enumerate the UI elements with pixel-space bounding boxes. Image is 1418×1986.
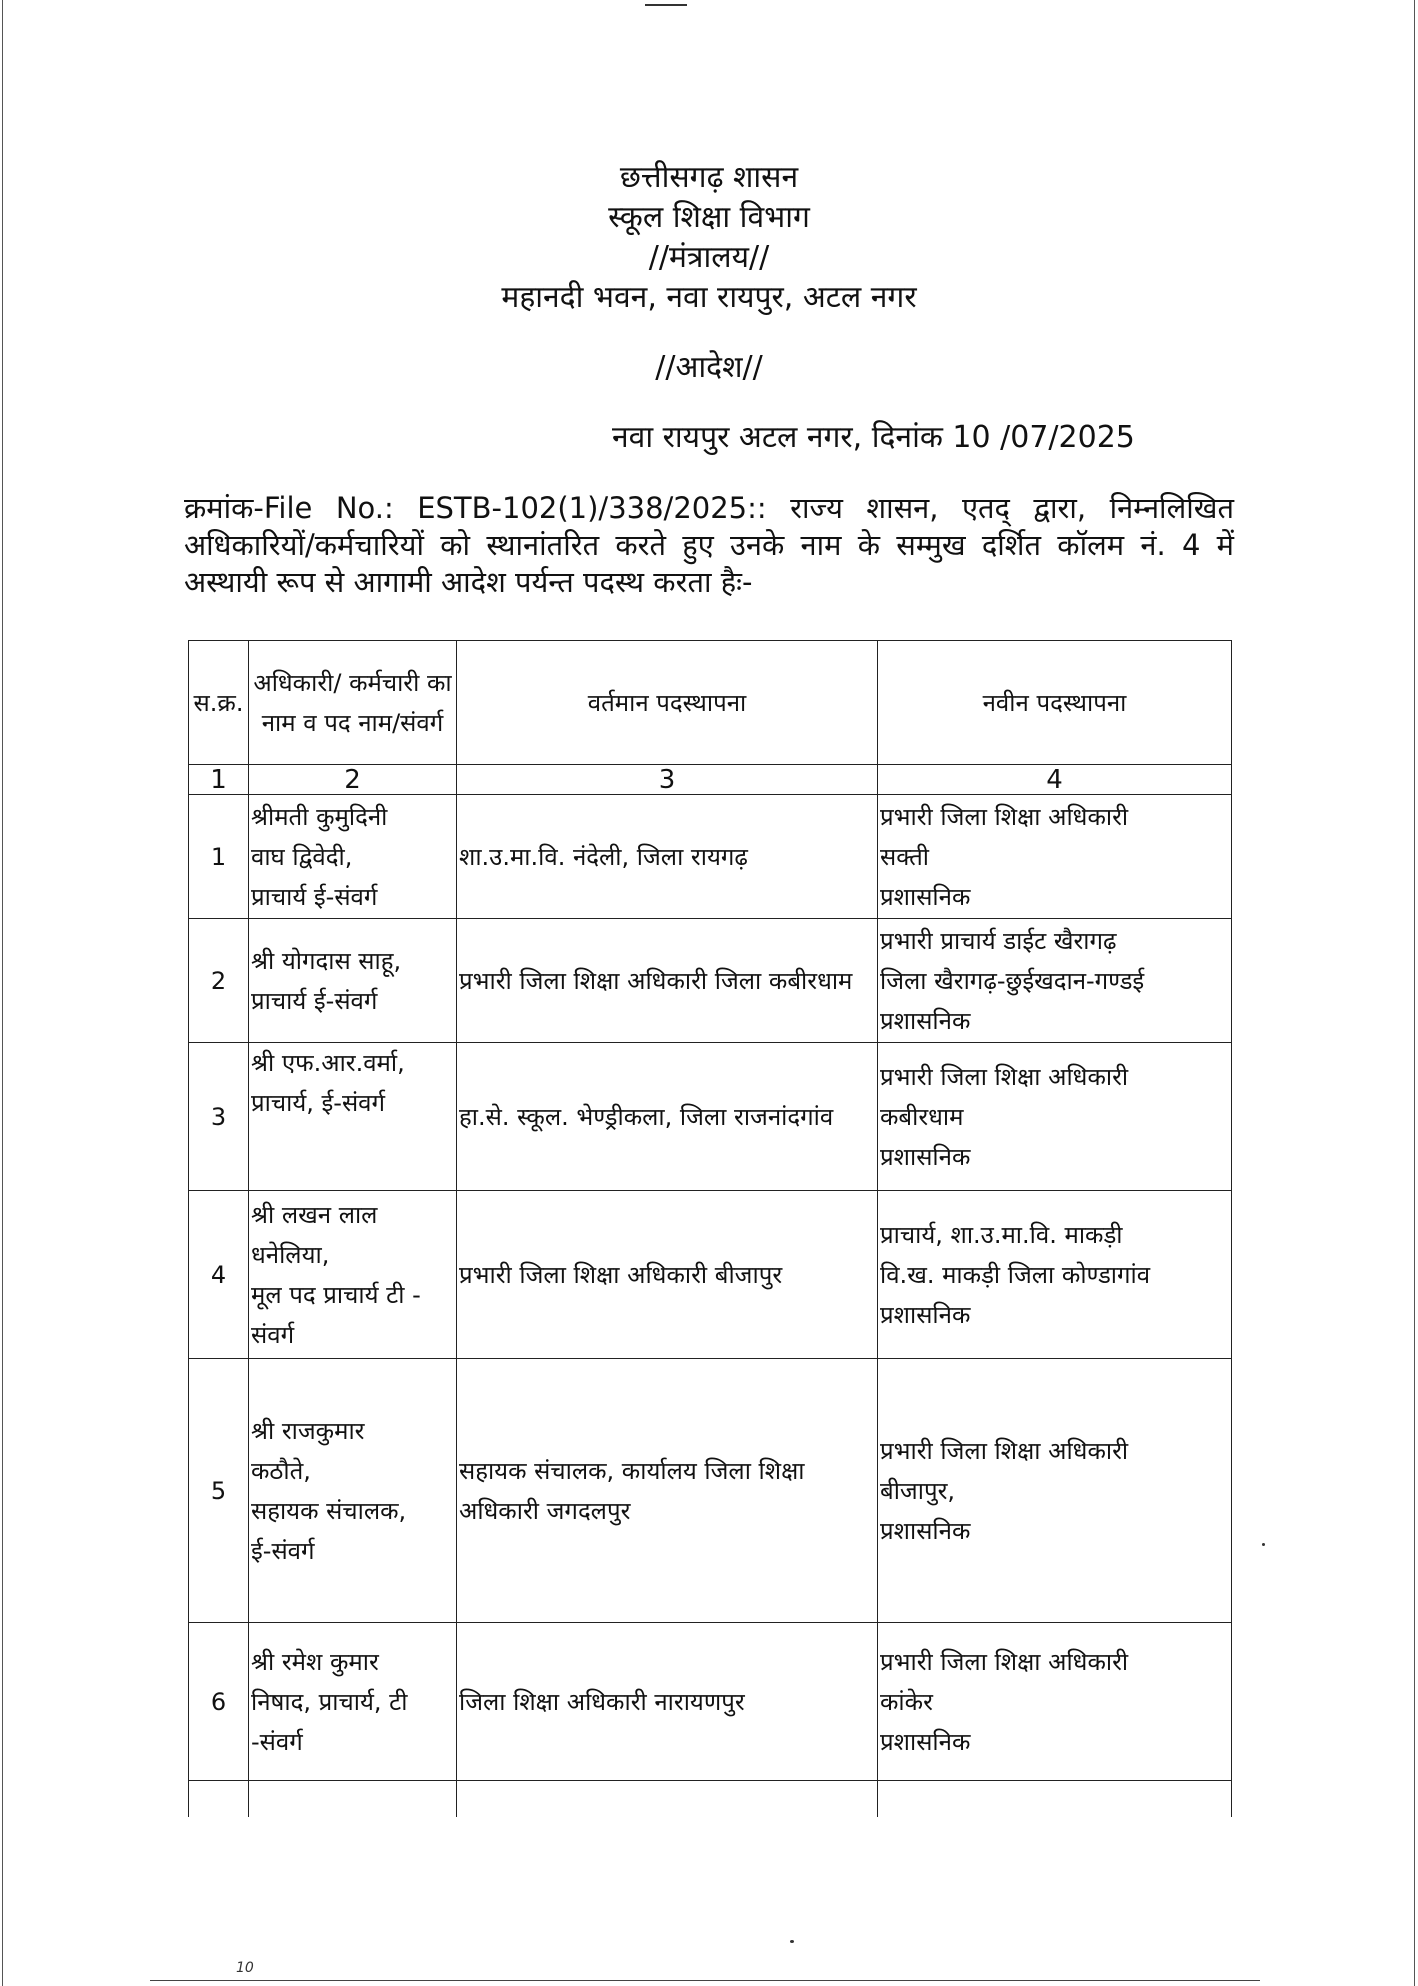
new-posting-line: प्रशासनिक bbox=[880, 882, 971, 911]
new-posting-line: प्रभारी जिला शिक्षा अधिकारी bbox=[880, 1647, 1129, 1676]
header-new-posting: नवीन पदस्थापना bbox=[878, 641, 1232, 765]
header-name-designation: अधिकारी/ कर्मचारी का नाम व पद नाम/संवर्ग bbox=[249, 641, 457, 765]
name-line: श्री एफ.आर.वर्मा, bbox=[251, 1049, 405, 1077]
scan-speck bbox=[790, 1940, 794, 1943]
name-line: -संवर्ग bbox=[251, 1727, 303, 1756]
row-new-posting bbox=[878, 1191, 1232, 1359]
row-serial: 6 bbox=[189, 1623, 249, 1781]
name-line: श्री राजकुमार bbox=[251, 1416, 365, 1445]
row-name bbox=[249, 919, 457, 1043]
new-posting-line: वि.ख. माकड़ी जिला कोण्डागांव bbox=[880, 1260, 1151, 1289]
order-dateline: नवा रायपुर अटल नगर, दिनांक 10 /07/2025 bbox=[612, 420, 1135, 455]
name-line: ई-संवर्ग bbox=[251, 1536, 315, 1565]
name-line: निषाद, प्राचार्य, टी bbox=[251, 1687, 408, 1716]
row-name bbox=[249, 795, 457, 919]
table-header-row bbox=[189, 641, 1232, 765]
row-name bbox=[249, 1043, 457, 1191]
row-name bbox=[249, 1359, 457, 1623]
table-row bbox=[189, 1043, 1232, 1191]
table-row bbox=[189, 1191, 1232, 1359]
new-posting-line: प्रशासनिक bbox=[880, 1006, 971, 1035]
table-row bbox=[189, 1623, 1232, 1781]
new-posting-line: बीजापुर, bbox=[880, 1476, 956, 1505]
row-name bbox=[249, 1623, 457, 1781]
new-posting-line: प्रशासनिक bbox=[880, 1300, 971, 1329]
table-row bbox=[189, 1359, 1232, 1623]
new-posting-line: प्राचार्य, शा.उ.मा.वि. माकड़ी bbox=[880, 1220, 1123, 1249]
row-serial: 5 bbox=[189, 1359, 249, 1623]
column-number: 1 bbox=[189, 765, 249, 795]
new-posting-line: प्रशासनिक bbox=[880, 1516, 971, 1545]
row-serial: 3 bbox=[189, 1043, 249, 1191]
new-posting-line: जिला खैरागढ़-छुईखदान-गण्डई bbox=[880, 966, 1145, 995]
name-line: मूल पद प्राचार्य टी - bbox=[251, 1280, 421, 1309]
new-posting-line: प्रभारी प्राचार्य डाईट खैरागढ़ bbox=[880, 926, 1117, 955]
scan-bottom-edge bbox=[150, 1980, 1260, 1981]
row-current-posting: सहायक संचालक, कार्यालय जिला शिक्षा अधिकारी जगदलपुर bbox=[457, 1359, 878, 1623]
new-posting-line: प्रभारी जिला शिक्षा अधिकारी bbox=[880, 1436, 1129, 1465]
row-new-posting bbox=[878, 1359, 1232, 1623]
name-line: श्री योगदास साहू, bbox=[251, 946, 402, 975]
name-line: प्राचार्य ई-संवर्ग bbox=[251, 882, 378, 911]
continued-cell bbox=[189, 1781, 249, 1817]
row-current-posting: शा.उ.मा.वि. नंदेली, जिला रायगढ़ bbox=[457, 795, 878, 919]
transfer-table bbox=[188, 640, 1232, 1817]
name-line: श्रीमती कुमुदिनी bbox=[251, 802, 388, 831]
header-current-posting: वर्तमान पदस्थापना bbox=[457, 641, 878, 765]
new-posting-line: कबीरधाम bbox=[880, 1102, 964, 1131]
name-line: धनेलिया, bbox=[251, 1240, 330, 1269]
new-posting-line: प्रशासनिक bbox=[880, 1727, 971, 1756]
continued-cell bbox=[878, 1781, 1232, 1817]
table-row bbox=[189, 919, 1232, 1043]
ministry-label: //मंत्रालय// bbox=[648, 240, 770, 275]
row-current-posting: हा.से. स्कूल. भेण्ड्रीकला, जिला राजनांदगांव bbox=[457, 1043, 878, 1191]
column-number: 4 bbox=[878, 765, 1232, 795]
name-line: वाघ द्विवेदी, bbox=[251, 842, 353, 871]
new-posting-line: कांकेर bbox=[880, 1687, 933, 1716]
continued-cell bbox=[457, 1781, 878, 1817]
row-new-posting bbox=[878, 1623, 1232, 1781]
row-name bbox=[249, 1191, 457, 1359]
new-posting-line: सक्ती bbox=[880, 842, 929, 871]
office-address: महानदी भवन, नवा रायपुर, अटल नगर bbox=[501, 280, 917, 315]
row-serial: 2 bbox=[189, 919, 249, 1043]
table-row-continued bbox=[189, 1781, 1232, 1817]
new-posting-line: प्रभारी जिला शिक्षा अधिकारी bbox=[880, 1062, 1129, 1091]
name-line: सहायक संचालक, bbox=[251, 1496, 407, 1525]
row-current-posting: प्रभारी जिला शिक्षा अधिकारी जिला कबीरधाम bbox=[457, 919, 878, 1043]
scan-top-mark bbox=[645, 4, 687, 6]
row-new-posting bbox=[878, 795, 1232, 919]
table-row bbox=[189, 795, 1232, 919]
row-new-posting bbox=[878, 1043, 1232, 1191]
header-serial: स.क्र. bbox=[189, 641, 249, 765]
name-line: श्री रमेश कुमार bbox=[251, 1647, 379, 1676]
row-new-posting bbox=[878, 919, 1232, 1043]
document-header bbox=[0, 158, 1418, 318]
order-intro-paragraph: क्रमांक-File No.: ESTB-102(1)/338/2025:: राज्य शासन, एतद् द्वारा, निम्नलिखित अधिकारियों/कर्मचारियों को स्थानांतरित करते हुए उनके नाम के सम्मुख दर्शित कॉलम नं. 4 में अस्थायी रूप से आगामी आदेश पर्यन्त पदस्थ करता हैः- bbox=[184, 491, 1234, 599]
name-line: प्राचार्य ई-संवर्ग bbox=[251, 986, 378, 1015]
column-number: 2 bbox=[249, 765, 457, 795]
name-line: श्री लखन लाल bbox=[251, 1200, 378, 1229]
name-line: कठौते, bbox=[251, 1456, 311, 1485]
department-name: स्कूल शिक्षा विभाग bbox=[608, 200, 810, 235]
government-name: छत्तीसगढ़ शासन bbox=[619, 160, 799, 195]
page-footer-mark: 10 bbox=[236, 1960, 254, 1976]
name-line: संवर्ग bbox=[251, 1320, 295, 1349]
new-posting-line: प्रभारी जिला शिक्षा अधिकारी bbox=[880, 802, 1129, 831]
name-line: प्राचार्य, ई-संवर्ग bbox=[251, 1089, 386, 1117]
row-current-posting: प्रभारी जिला शिक्षा अधिकारी बीजापुर bbox=[457, 1191, 878, 1359]
row-serial: 4 bbox=[189, 1191, 249, 1359]
row-serial: 1 bbox=[189, 795, 249, 919]
continued-cell bbox=[249, 1781, 457, 1817]
column-number: 3 bbox=[457, 765, 878, 795]
order-title: //आदेश// bbox=[655, 350, 763, 385]
new-posting-line: प्रशासनिक bbox=[880, 1142, 971, 1171]
row-current-posting: जिला शिक्षा अधिकारी नारायणपुर bbox=[457, 1623, 878, 1781]
column-number-row bbox=[189, 765, 1232, 795]
scan-speck bbox=[1262, 1543, 1265, 1546]
